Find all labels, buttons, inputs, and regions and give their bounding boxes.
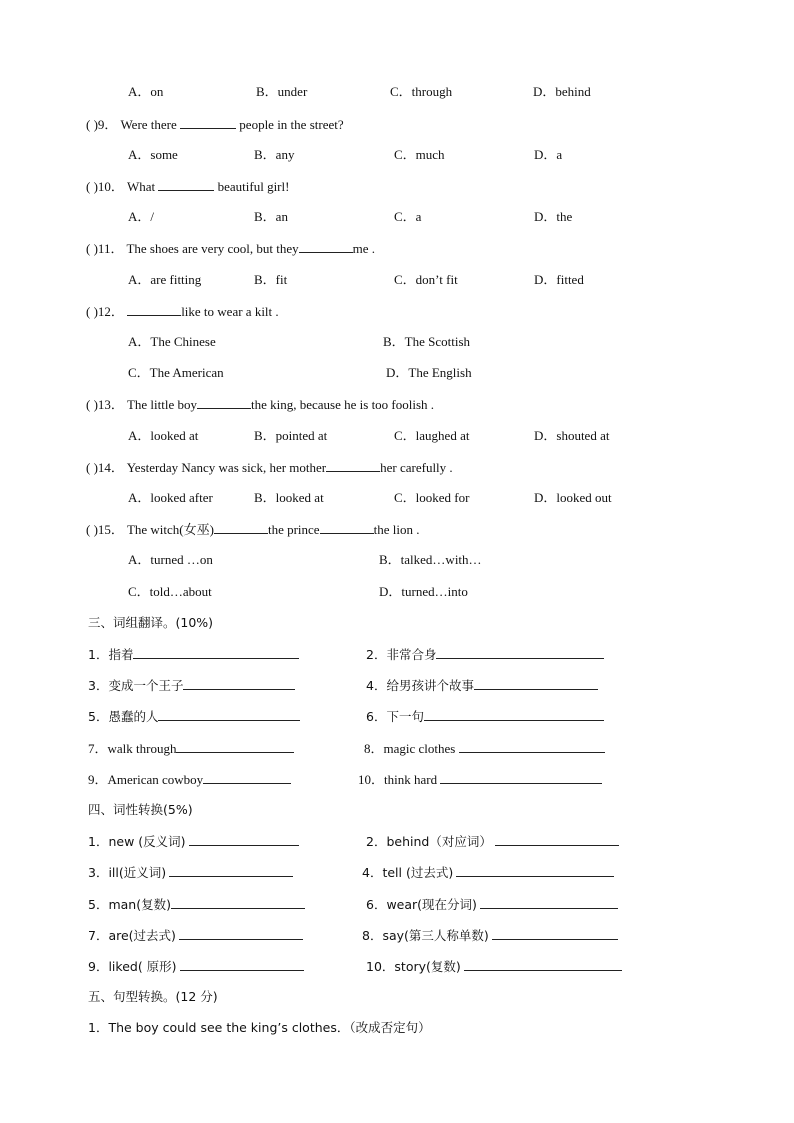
question-11 xyxy=(86,240,375,257)
question-text-post: me . xyxy=(352,241,376,256)
s4-item-3: 3．ill(近义词) xyxy=(88,864,293,881)
answer-blank[interactable] xyxy=(179,927,303,940)
q15-option-b: B．talked…with… xyxy=(379,552,482,567)
question-text-post: people in the street? xyxy=(239,117,344,132)
s4-item-5: 5．man(复数) xyxy=(88,896,305,913)
answer-blank[interactable] xyxy=(171,896,305,909)
q10-option-b: B．an xyxy=(254,209,288,224)
answer-blank[interactable] xyxy=(203,771,291,784)
question-number: 13． xyxy=(97,397,124,412)
q8-option-b: B．under xyxy=(256,84,308,99)
q14-option-c: C．looked for xyxy=(394,490,470,505)
q13-option-b: B．pointed at xyxy=(254,428,328,443)
question-14 xyxy=(86,459,453,476)
s3-item-9: 9．American cowboy xyxy=(88,771,291,788)
answer-blank[interactable] xyxy=(464,958,622,971)
question-number: 10． xyxy=(97,179,124,194)
s3-item-8: 8．magic clothes xyxy=(364,740,605,757)
q11-option-c: C．don’t fit xyxy=(394,272,458,287)
q9-option-b: B．any xyxy=(254,147,295,162)
answer-blank[interactable] xyxy=(214,521,268,534)
question-number: 15． xyxy=(97,522,124,537)
s3-item-3: 3．变成一个王子 xyxy=(88,677,295,694)
answer-blank[interactable] xyxy=(299,240,353,253)
q13-option-c: C．laughed at xyxy=(394,428,470,443)
answer-paren[interactable]: ( ) xyxy=(86,179,98,194)
answer-blank[interactable] xyxy=(424,708,604,721)
question-text-pre: The witch(女巫) xyxy=(126,522,214,537)
question-text-pre: The shoes are very cool, but they xyxy=(126,241,299,256)
q11-option-b: B．fit xyxy=(254,272,288,287)
answer-blank[interactable] xyxy=(180,958,304,971)
answer-paren[interactable]: ( ) xyxy=(86,397,98,412)
q9-option-d: D．a xyxy=(534,147,563,162)
question-text-pre: Yesterday Nancy was sick, her mother xyxy=(126,460,327,475)
answer-blank[interactable] xyxy=(492,927,618,940)
s3-item-1: 1．指着 xyxy=(88,646,299,663)
answer-paren[interactable]: ( ) xyxy=(86,241,98,256)
question-text-post: the lion . xyxy=(373,522,420,537)
s3-item-6: 6．下一句 xyxy=(366,708,604,725)
question-text-post: beautiful girl! xyxy=(217,179,290,194)
q15-option-a: A．turned …on xyxy=(128,552,213,567)
answer-paren[interactable]: ( ) xyxy=(86,460,98,475)
q11-option-a: A．are fitting xyxy=(128,272,202,287)
question-text-post: her carefully . xyxy=(380,460,453,475)
s5-question-1: 1．The boy could see the king’s clothes．（改成否定句） xyxy=(88,1020,431,1035)
answer-blank[interactable] xyxy=(180,116,236,129)
s4-item-1: 1．new (反义词) xyxy=(88,833,299,850)
s4-item-9: 9．liked( 原形) xyxy=(88,958,304,975)
s4-item-7: 7．are(过去式) xyxy=(88,927,303,944)
answer-blank[interactable] xyxy=(320,521,374,534)
q10-option-d: D．the xyxy=(534,209,573,224)
q10-option-a: A．/ xyxy=(128,209,155,224)
s3-item-4: 4．给男孩讲个故事 xyxy=(366,677,598,694)
answer-blank[interactable] xyxy=(133,646,299,659)
answer-blank[interactable] xyxy=(456,864,614,877)
q9-option-a: A．some xyxy=(128,147,178,162)
question-text-pre: What xyxy=(126,179,156,194)
answer-blank[interactable] xyxy=(189,833,299,846)
answer-blank[interactable] xyxy=(474,677,598,690)
q12-option-c: C．The American xyxy=(128,365,224,380)
question-number: 9． xyxy=(97,117,118,132)
q8-option-c: C．through xyxy=(390,84,453,99)
answer-blank[interactable] xyxy=(183,677,295,690)
q14-option-d: D．looked out xyxy=(534,490,612,505)
question-12 xyxy=(86,303,279,320)
q13-option-d: D．shouted at xyxy=(534,428,610,443)
answer-blank[interactable] xyxy=(436,646,604,659)
s3-item-10: 10．think hard xyxy=(358,771,602,788)
answer-blank[interactable] xyxy=(480,896,618,909)
question-text-post: the king, because he is too foolish . xyxy=(251,397,435,412)
s4-item-10: 10．story(复数) xyxy=(366,958,622,975)
q15-option-c: C．told…about xyxy=(128,584,212,599)
answer-blank[interactable] xyxy=(326,459,380,472)
question-number: 14． xyxy=(97,460,124,475)
s3-item-5: 5．愚蠢的人 xyxy=(88,708,300,725)
section-4-title: 四、词性转换(5%) xyxy=(88,802,193,817)
answer-blank[interactable] xyxy=(440,771,602,784)
question-15 xyxy=(86,521,419,538)
answer-paren[interactable]: ( ) xyxy=(86,304,98,319)
q12-option-b: B．The Scottish xyxy=(383,334,471,349)
question-9 xyxy=(86,116,344,133)
s4-item-8: 8．say(第三人称单数) xyxy=(362,927,618,944)
s3-item-7: 7．walk through xyxy=(88,740,294,757)
q14-option-a: A．looked after xyxy=(128,490,213,505)
answer-paren[interactable]: ( ) xyxy=(86,522,98,537)
section-5-title: 五、句型转换。(12 分) xyxy=(88,989,218,1004)
section-3-title: 三、词组翻译。(10%) xyxy=(88,615,214,630)
q10-option-c: C．a xyxy=(394,209,422,224)
q13-option-a: A．looked at xyxy=(128,428,199,443)
q12-option-a: A．The Chinese xyxy=(128,334,216,349)
answer-blank[interactable] xyxy=(158,178,214,191)
question-number: 12． xyxy=(97,304,124,319)
answer-blank[interactable] xyxy=(197,396,251,409)
q14-option-b: B．looked at xyxy=(254,490,324,505)
s4-item-6: 6．wear(现在分词) xyxy=(366,896,618,913)
q11-option-d: D．fitted xyxy=(534,272,584,287)
question-text-mid: the prince xyxy=(267,522,320,537)
q8-option-d: D．behind xyxy=(533,84,591,99)
question-text-pre: Were there xyxy=(120,117,177,132)
answer-paren[interactable]: ( ) xyxy=(86,117,98,132)
q12-option-d: D．The English xyxy=(386,365,472,380)
question-13 xyxy=(86,396,434,413)
answer-blank[interactable] xyxy=(169,864,293,877)
q15-option-d: D．turned…into xyxy=(379,584,468,599)
answer-blank[interactable] xyxy=(176,740,294,753)
q9-option-c: C．much xyxy=(394,147,445,162)
answer-blank[interactable] xyxy=(459,740,605,753)
question-text-post: like to wear a kilt . xyxy=(181,304,279,319)
answer-blank[interactable] xyxy=(127,303,181,316)
answer-blank[interactable] xyxy=(158,708,300,721)
s4-item-4: 4．tell (过去式) xyxy=(362,864,614,881)
q8-option-a: A．on xyxy=(128,84,164,99)
answer-blank[interactable] xyxy=(495,833,619,846)
question-10 xyxy=(86,178,289,195)
s4-item-2: 2．behind（对应词） xyxy=(366,833,619,850)
question-text-pre: The little boy xyxy=(126,397,197,412)
s3-item-2: 2．非常合身 xyxy=(366,646,604,663)
question-number: 11． xyxy=(97,241,124,256)
